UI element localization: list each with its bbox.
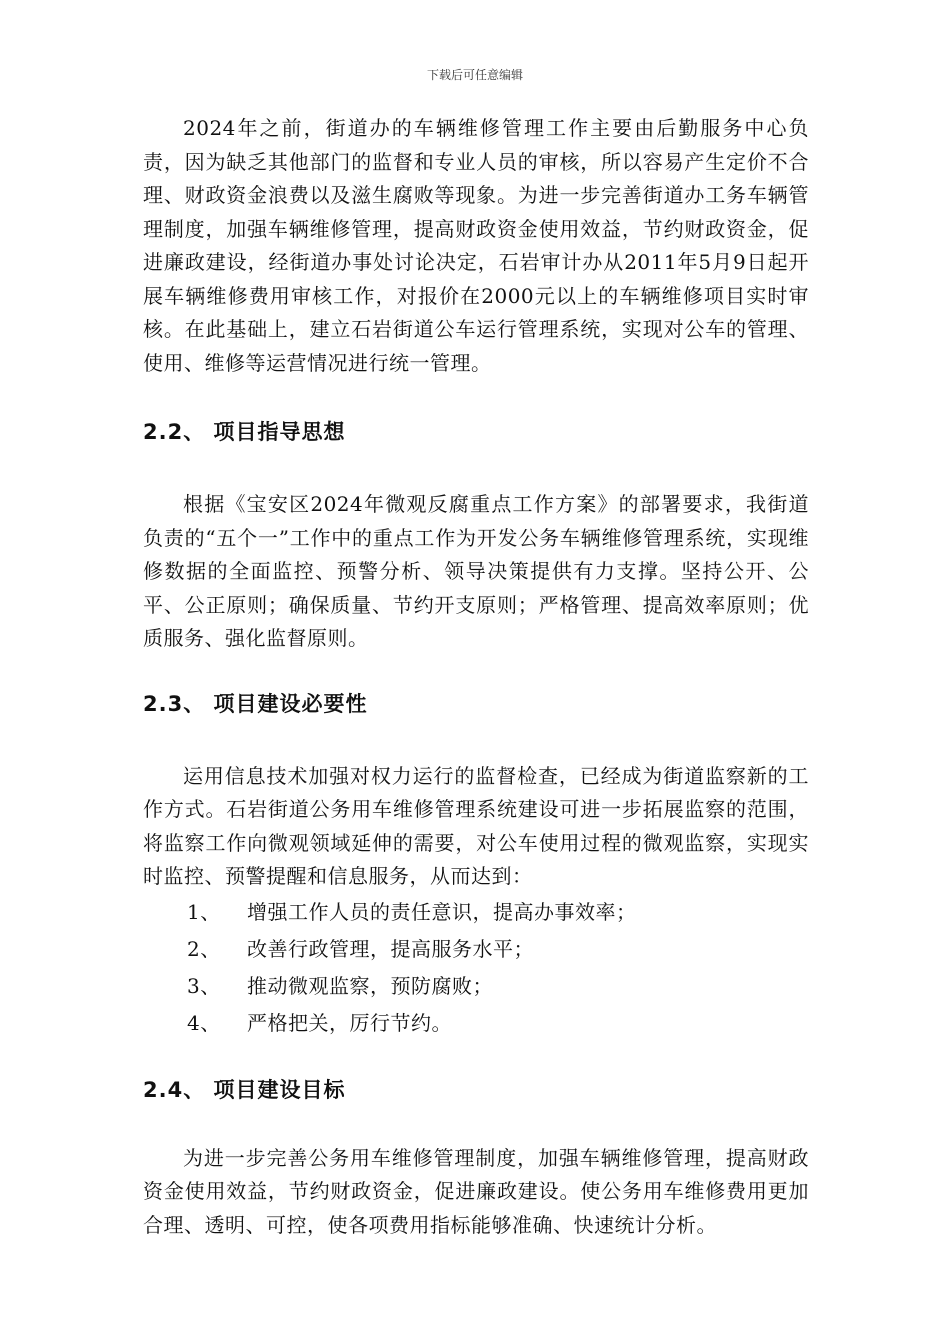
heading-2-2: 2.2、 项目指导思想 — [143, 420, 346, 444]
list-item — [143, 1005, 809, 1042]
goals-list — [143, 894, 809, 1042]
list-item-number: 2、 — [187, 936, 221, 961]
heading-2-3: 2.3、 项目建设必要性 — [143, 691, 368, 716]
list-item-number: 1、 — [187, 899, 221, 924]
list-item-text: 增强工作人员的责任意识，提高办事效率； — [247, 899, 637, 924]
paragraph-2-4: 为进一步完善公务用车维修管理制度，加强车辆维修管理，提高财政资金使用效益，节约财政资金，促进廉政建设。使公务用车维修费用更加合理、透明、可控，使各项费用指标能够准确、快速统计分析。 — [143, 1145, 809, 1237]
list-item-number: 3、 — [187, 973, 221, 998]
page-header: 下载后可任意编辑 — [426, 68, 523, 82]
intro-paragraph: 2024年之前，街道办的车辆维修管理工作主要由后勤服务中心负责，因为缺乏其他部门的监督和专业人员的审核，所以容易产生定价不合理、财政资金浪费以及滋生腐败等现象。为进一步完善街道办工务车辆管理制度，加强车辆维修管理，提高财政资金使用效益，节约财政资金，促进廉政建设，经街道办事处讨论决定，石岩审计办从2011年5月9日起开展车辆维修费用审核工作，对报价在2000元以上的车辆维修项目实时审核。在此基础上，建立石岩街道公车运行管理系统，实现对公车的管理、使用、维修等运营情况进行统一管理。 — [143, 116, 809, 375]
list-item-number: 4、 — [187, 1010, 221, 1035]
heading-2-4: 2.4、 项目建设目标 — [143, 1077, 346, 1102]
paragraph-2-3: 运用信息技术加强对权力运行的监督检查，已经成为街道监察新的工作方式。石岩街道公务用车维修管理系统建设可进一步拓展监察的范围，将监察工作向微观领域延伸的需要，对公车使用过程的微观监察，实现实时监控、预警提醒和信息服务，从而达到： — [143, 763, 809, 888]
document-body — [143, 112, 809, 1242]
list-item — [143, 894, 809, 931]
list-item-text: 改善行政管理，提高服务水平； — [247, 936, 534, 961]
paragraph-2-2: 根据《宝安区2024年微观反腐重点工作方案》的部署要求，我街道负责的“五个一”工作中的重点工作为开发公务车辆维修管理系统，实现维修数据的全面监控、预警分析、领导决策提供有力支撑。坚持公开、公平、公正原则；确保质量、节约开支原则；严格管理、提高效率原则；优质服务、强化监督原则。 — [143, 492, 809, 650]
list-item-text: 推动微观监察，预防腐败； — [247, 973, 493, 998]
list-item — [143, 931, 809, 968]
list-item-text: 严格把关，厉行节约。 — [247, 1010, 452, 1035]
list-item — [143, 968, 809, 1005]
